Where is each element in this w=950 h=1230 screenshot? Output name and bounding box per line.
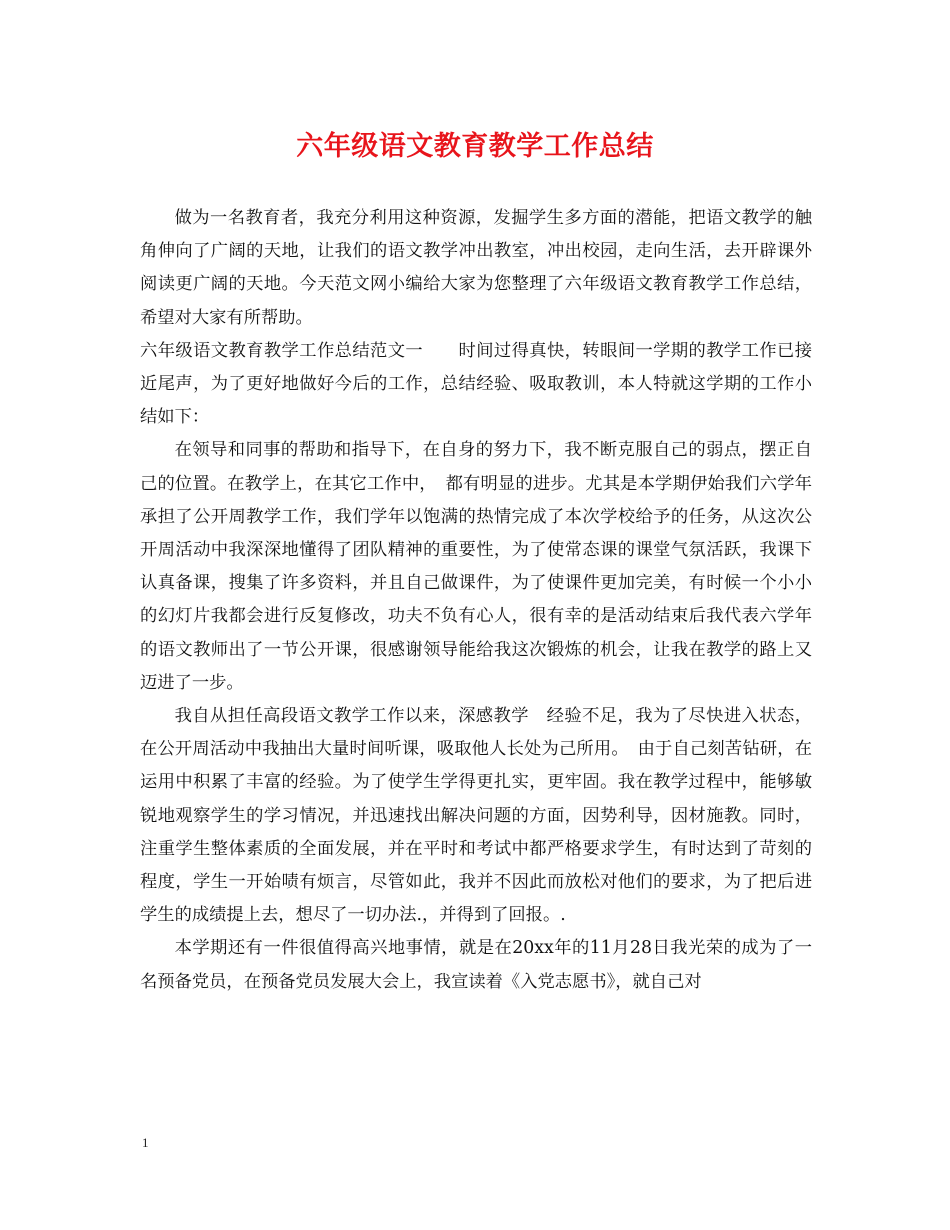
paragraph-teaching-experience: 我自从担任高段语文教学工作以来，深感教学 经验不足，我为了尽快进入状态，在公开周活动中我抽出大量时间听课，吸取他人长处为己所用。 由于自己刻苦钻研，在运用中积累了丰富的经验。为了使学生学得更扎实，更牢固。我在教学过程中，能够敏锐地观察学生的学习情况，并迅速找出解决问题的方面，因势利导，因材施教。同时，注重学生整体素质的全面发展，并在平时和考试中都严格要求学生，有时达到了苛刻的程度，学生一开始啧有烦言，尽管如此，我并不因此而放松对他们的要求，为了把后进学生的成绩提上去，想尽了一切办法.，并得到了回报。. (140, 706, 812, 926)
document-body (140, 202, 812, 999)
paragraph-teamwork: 在领导和同事的帮助和指导下，在自身的努力下，我不断克服自己的弱点，摆正自己的位置。在教学上，在其它工作中， 都有明显的进步。尤其是本学期伊始我们六学年承担了公开周教学工作，我们学年以饱满的热情完成了本次学校给予的任务，从这次公开周活动中我深深地懂得了团队精神的重要性，为了使常态课的课堂气氛活跃，我课下认真备课，搜集了许多资料，并且自己做课件，为了使课件更加完美，有时候一个小小的幻灯片我都会进行反复修改，功夫不负有心人，很有幸的是活动结束后我代表六学年的语文教师出了一节公开课，很感谢领导能给我这次锻炼的机会，让我在教学的路上又迈进了一步。 (140, 440, 812, 693)
paragraph-intro: 做为一名教育者，我充分利用这种资源，发掘学生多方面的潜能，把语文教学的触角伸向了广阔的天地，让我们的语文教学冲出教室，冲出校园，走向生活，去开辟课外阅读更广阔的天地。今天范文网小编给大家为您整理了六年级语文教育教学工作总结，希望对大家有所帮助。 (140, 208, 812, 328)
paragraph-party-member: 本学期还有一件很值得高兴地事情，就是在20xx年的11月28日我光荣的成为了一名预备党员，在预备党员发展大会上，我宣读着《入党志愿书》，就自己对 (140, 938, 812, 992)
paragraph-sample-heading: 六年级语文教育教学工作总结范文一 时间过得真快，转眼间一学期的教学工作已接近尾声，为了更好地做好今后的工作，总结经验、吸取教训，本人特就这学期的工作小结如下： (140, 340, 812, 428)
document-title: 六年级语文教育教学工作总结 (296, 131, 654, 162)
page-number: 1 (142, 1135, 149, 1150)
